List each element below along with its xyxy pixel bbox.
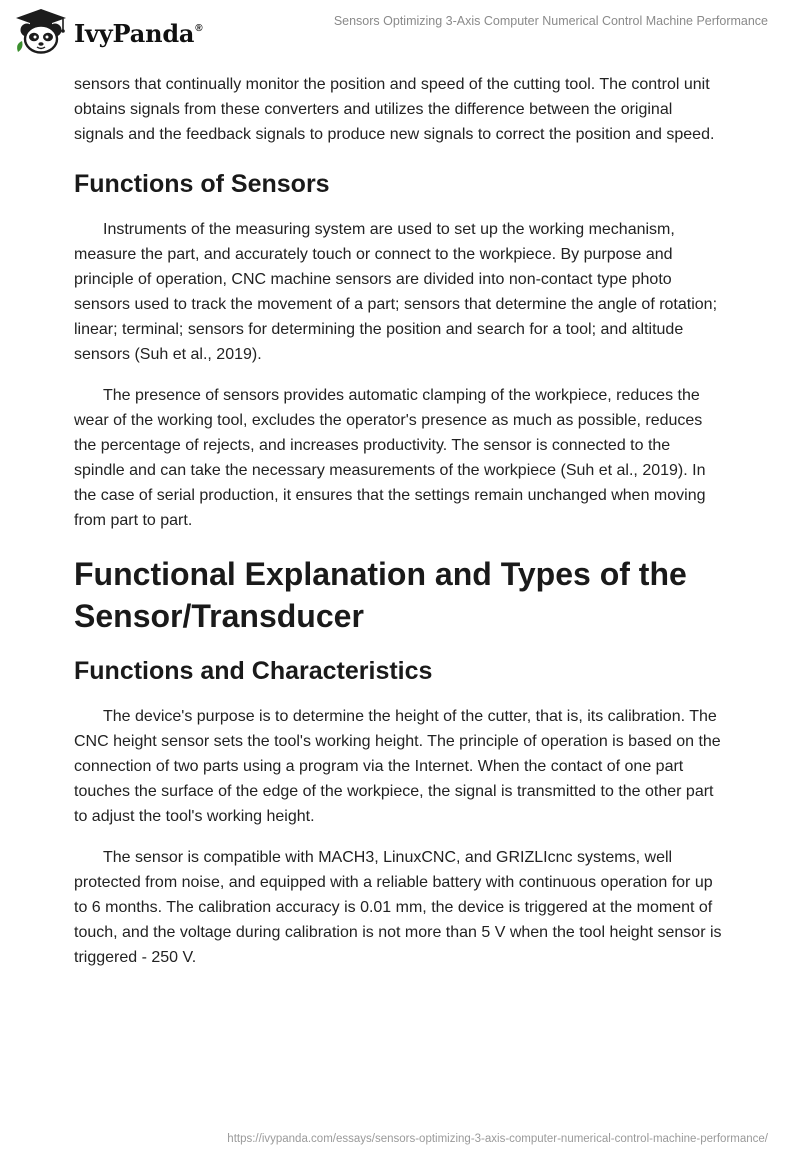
- panda-graduate-icon: [14, 8, 68, 54]
- document-title: Sensors Optimizing 3-Axis Computer Numerical Control Machine Performance: [333, 14, 768, 28]
- page-header: [0, 0, 800, 64]
- source-url: https://ivypanda.com/essays/sensors-optimizing-3-axis-computer-numerical-control-machine-performance/: [227, 1133, 768, 1145]
- site-logo-link[interactable]: [14, 8, 202, 54]
- paragraph: The presence of sensors provides automatic clamping of the workpiece, reduces the wear of the working tool, excludes the operator's presence as much as possible, reduces the percentage of rejects, and increases productivity. The sensor is connected to the spindle and can take the necessary measurements of the workpiece (Suh et al., 2019). In the case of serial production, it ensures that the settings remain unchanged when moving from part to part.: [74, 387, 706, 529]
- section-heading-functions-of-sensors: Functions of Sensors: [74, 170, 330, 198]
- section-heading-functions-and-characteristics: Functions and Characteristics: [74, 657, 433, 685]
- paragraph: Instruments of the measuring system are used to set up the working mechanism, measure the part, and accurately touch or connect to the workpiece. By purpose and principle of operation, CNC machine sensors are divided into non-contact type photo sensors used to track the movement of a part; sensors that determine the angle of rotation; linear; terminal; sensors for determining the position and search for a tool; and altitude sensors (Suh et al., 2019).: [74, 221, 718, 363]
- logo-text: IvyPanda®: [74, 18, 203, 48]
- paragraph: The device's purpose is to determine the height of the cutter, that is, its calibration. The CNC height sensor sets the tool's working height. The principle of operation is based on the connection of two parts using a program via the Internet. When the contact of one part touches the surface of the edge of the workpiece, the signal is transmitted to the other part to adjust the tool's working height.: [74, 708, 721, 825]
- essay-content: [74, 72, 724, 970]
- paragraph: The sensor is compatible with MACH3, LinuxCNC, and GRIZLIcnc systems, well protected from noise, and equipped with a reliable battery with continuous operation for up to 6 months. The calibration accuracy is 0.01 mm, the device is triggered at the moment of touch, and the voltage during calibration is not more than 5 V when the tool height sensor is triggered - 250 V.: [74, 849, 722, 966]
- intro-paragraph: sensors that continually monitor the position and speed of the cutting tool. The control unit obtains signals from these converters and utilizes the difference between the original signals and the feedback signals to produce new signals to correct the position and speed.: [74, 76, 715, 143]
- registered-mark: ®: [195, 22, 203, 34]
- main-heading: Functional Explanation and Types of the Sensor/Transducer: [74, 556, 687, 634]
